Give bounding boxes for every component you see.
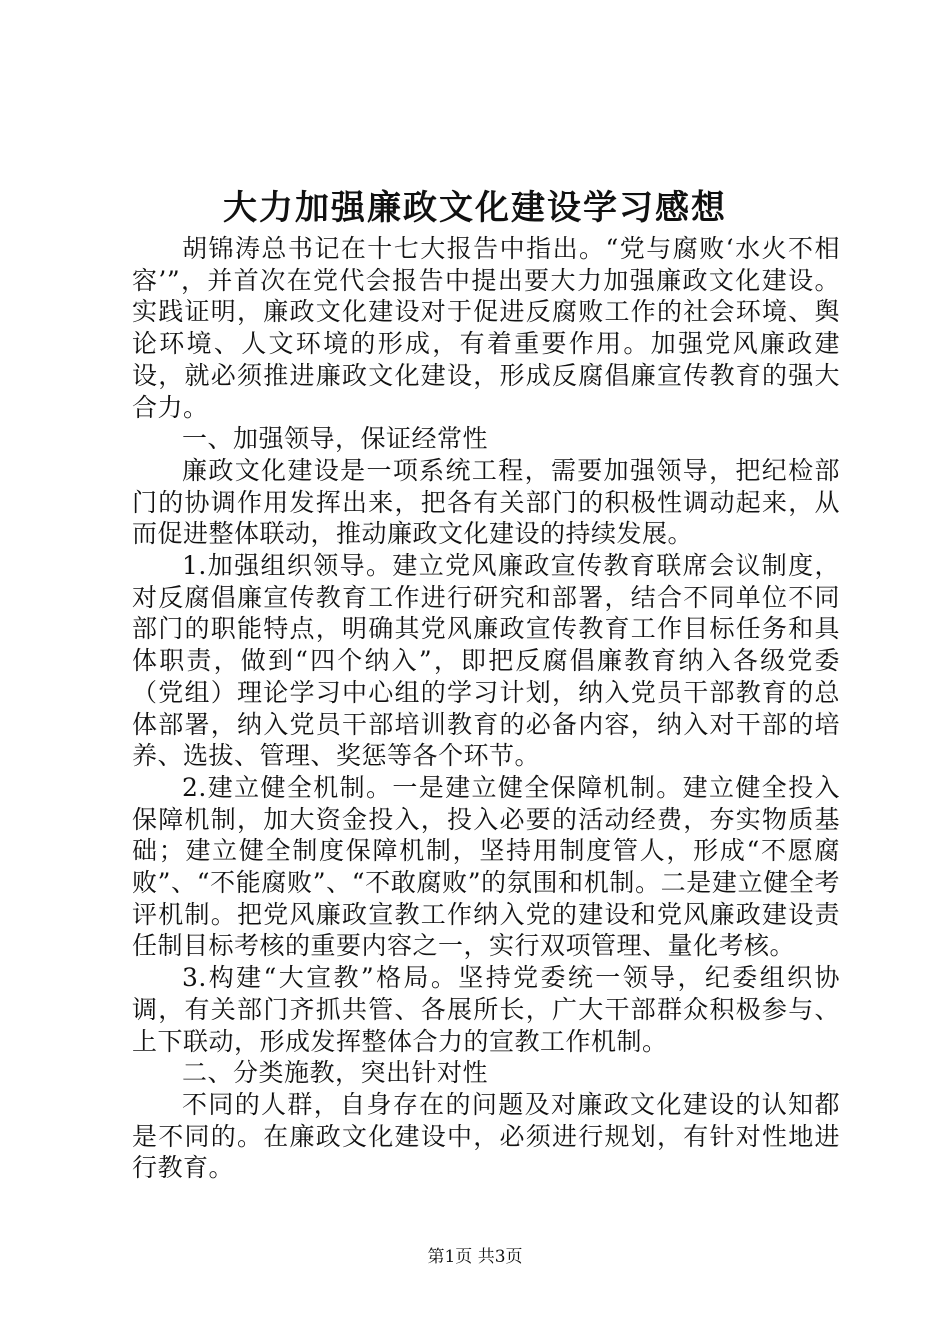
- paragraph-intro: 胡锦涛总书记在十七大报告中指出。“党与腐败‘水火不相容’”，并首次在党代会报告中提出要大力加强廉政文化建设。实践证明，廉政文化建设对于促进反腐败工作的社会环境、舆论环境、人文环境的形成，有着重要作用。加强党风廉政建设，就必须推进廉政文化建设，形成反腐倡廉宣传教育的强大合力。: [132, 234, 840, 422]
- paragraph-item-3: 3.构建“大宣教”格局。坚持党委统一领导，纪委组织协调，有关部门齐抓共管、各展所长，广大干部群众积极参与、上下联动，形成发挥整体合力的宣教工作机制。: [132, 963, 840, 1056]
- page-number-footer: 第1页 共3页: [427, 1247, 523, 1267]
- section-heading-1: 一、加强领导，保证经常性: [182, 424, 489, 454]
- section-heading-2: 二、分类施教，突出针对性: [182, 1058, 489, 1088]
- paragraph-section-2: 不同的人群，自身存在的问题及对廉政文化建设的认知都是不同的。在廉政文化建设中，必须进行规划，有针对性地进行教育。: [132, 1089, 840, 1183]
- document-title: 大力加强廉政文化建设学习感想: [223, 188, 727, 228]
- document-body: [132, 233, 840, 1184]
- paragraph-item-2: 2.建立健全机制。一是建立健全保障机制。建立健全投入保障机制，加大资金投入，投入必要的活动经费，夯实物质基础；建立健全制度保障机制，坚持用制度管人，形成“不愿腐败”、“不能腐败”、“不敢腐败”的氛围和机制。二是建立健全考评机制。把党风廉政宣教工作纳入党的建设和党风廉政建设责任制目标考核的重要内容之一，实行双项管理、量化考核。: [132, 772, 840, 961]
- paragraph-section-1: 廉政文化建设是一项系统工程，需要加强领导，把纪检部门的协调作用发挥出来，把各有关部门的积极性调动起来，从而促进整体联动，推动廉政文化建设的持续发展。: [132, 455, 840, 549]
- paragraph-item-1: 1.加强组织领导。建立党风廉政宣传教育联席会议制度，对反腐倡廉宣传教育工作进行研究和部署，结合不同单位不同部门的职能特点，明确其党风廉政宣传教育工作目标任务和具体职责，做到“四个纳入”，即把反腐倡廉教育纳入各级党委（党组）理论学习中心组的学习计划，纳入党员干部教育的总体部署，纳入党员干部培训教育的必备内容，纳入对干部的培养、选拔、管理、奖惩等各个环节。: [132, 551, 840, 771]
